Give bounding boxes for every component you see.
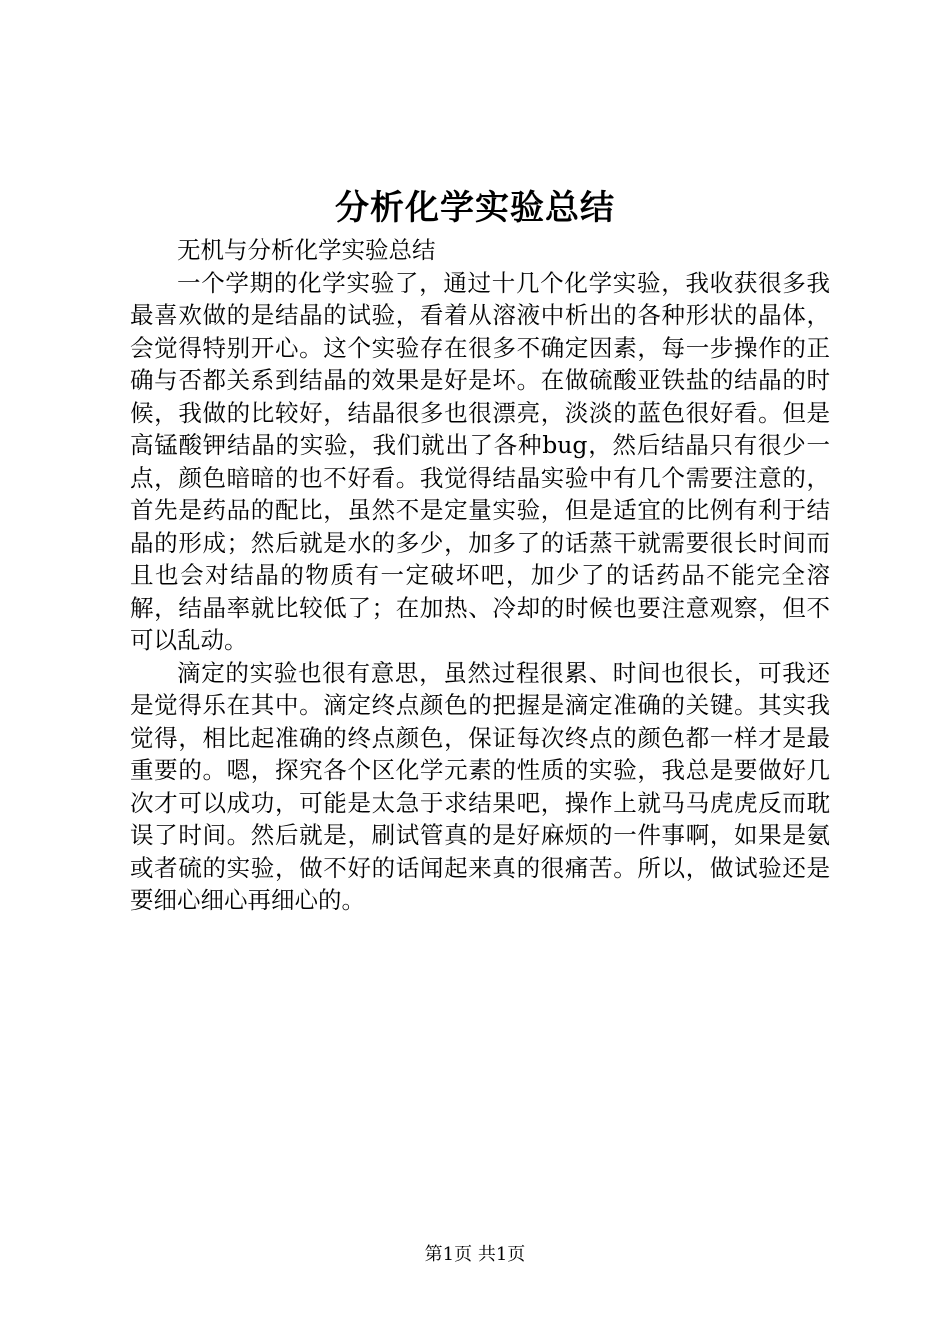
subtitle-paragraph: 无机与分析化学实验总结 (177, 236, 436, 264)
document-title: 分析化学实验总结 (335, 188, 615, 228)
body-paragraph-crystallization: 一个学期的化学实验了，通过十几个化学实验，我收获很多我最喜欢做的是结晶的试验，看着从溶液中析出的各种形状的晶体，会觉得特别开心。这个实验存在很多不确定因素，每一步操作的正确与否都关系到结晶的效果是好是坏。在做硫酸亚铁盐的结晶的时候，我做的比较好，结晶很多也很漂亮，淡淡的蓝色很好看。但是高锰酸钾结晶的实验，我们就出了各种bug，然后结晶只有很少一点，颜色暗暗的也不好看。我觉得结晶实验中有几个需要注意的，首先是药品的配比，虽然不是定量实验，但是适宜的比例有利于结晶的形成；然后就是水的多少，加多了的话蒸干就需要很长时间而且也会对结晶的物质有一定破坏吧，加少了的话药品不能完全溶解，结晶率就比较低了；在加热、冷却的时候也要注意观察，但不可以乱动。 (130, 268, 830, 654)
body-paragraph-titration: 滴定的实验也很有意思，虽然过程很累、时间也很长，可我还是觉得乐在其中。滴定终点颜色的把握是滴定准确的关键。其实我觉得，相比起准确的终点颜色，保证每次终点的颜色都一样才是最重要的。嗯，探究各个区化学元素的性质的实验，我总是要做好几次才可以成功，可能是太急于求结果吧，操作上就马马虎虎反而耽误了时间。然后就是，刷试管真的是好麻烦的一件事啊，如果是氨或者硫的实验，做不好的话闻起来真的很痛苦。所以，做试验还是要细心细心再细心的。 (130, 658, 830, 914)
page-footer: 第1页 共1页 (424, 1244, 526, 1265)
document-body (130, 234, 830, 917)
